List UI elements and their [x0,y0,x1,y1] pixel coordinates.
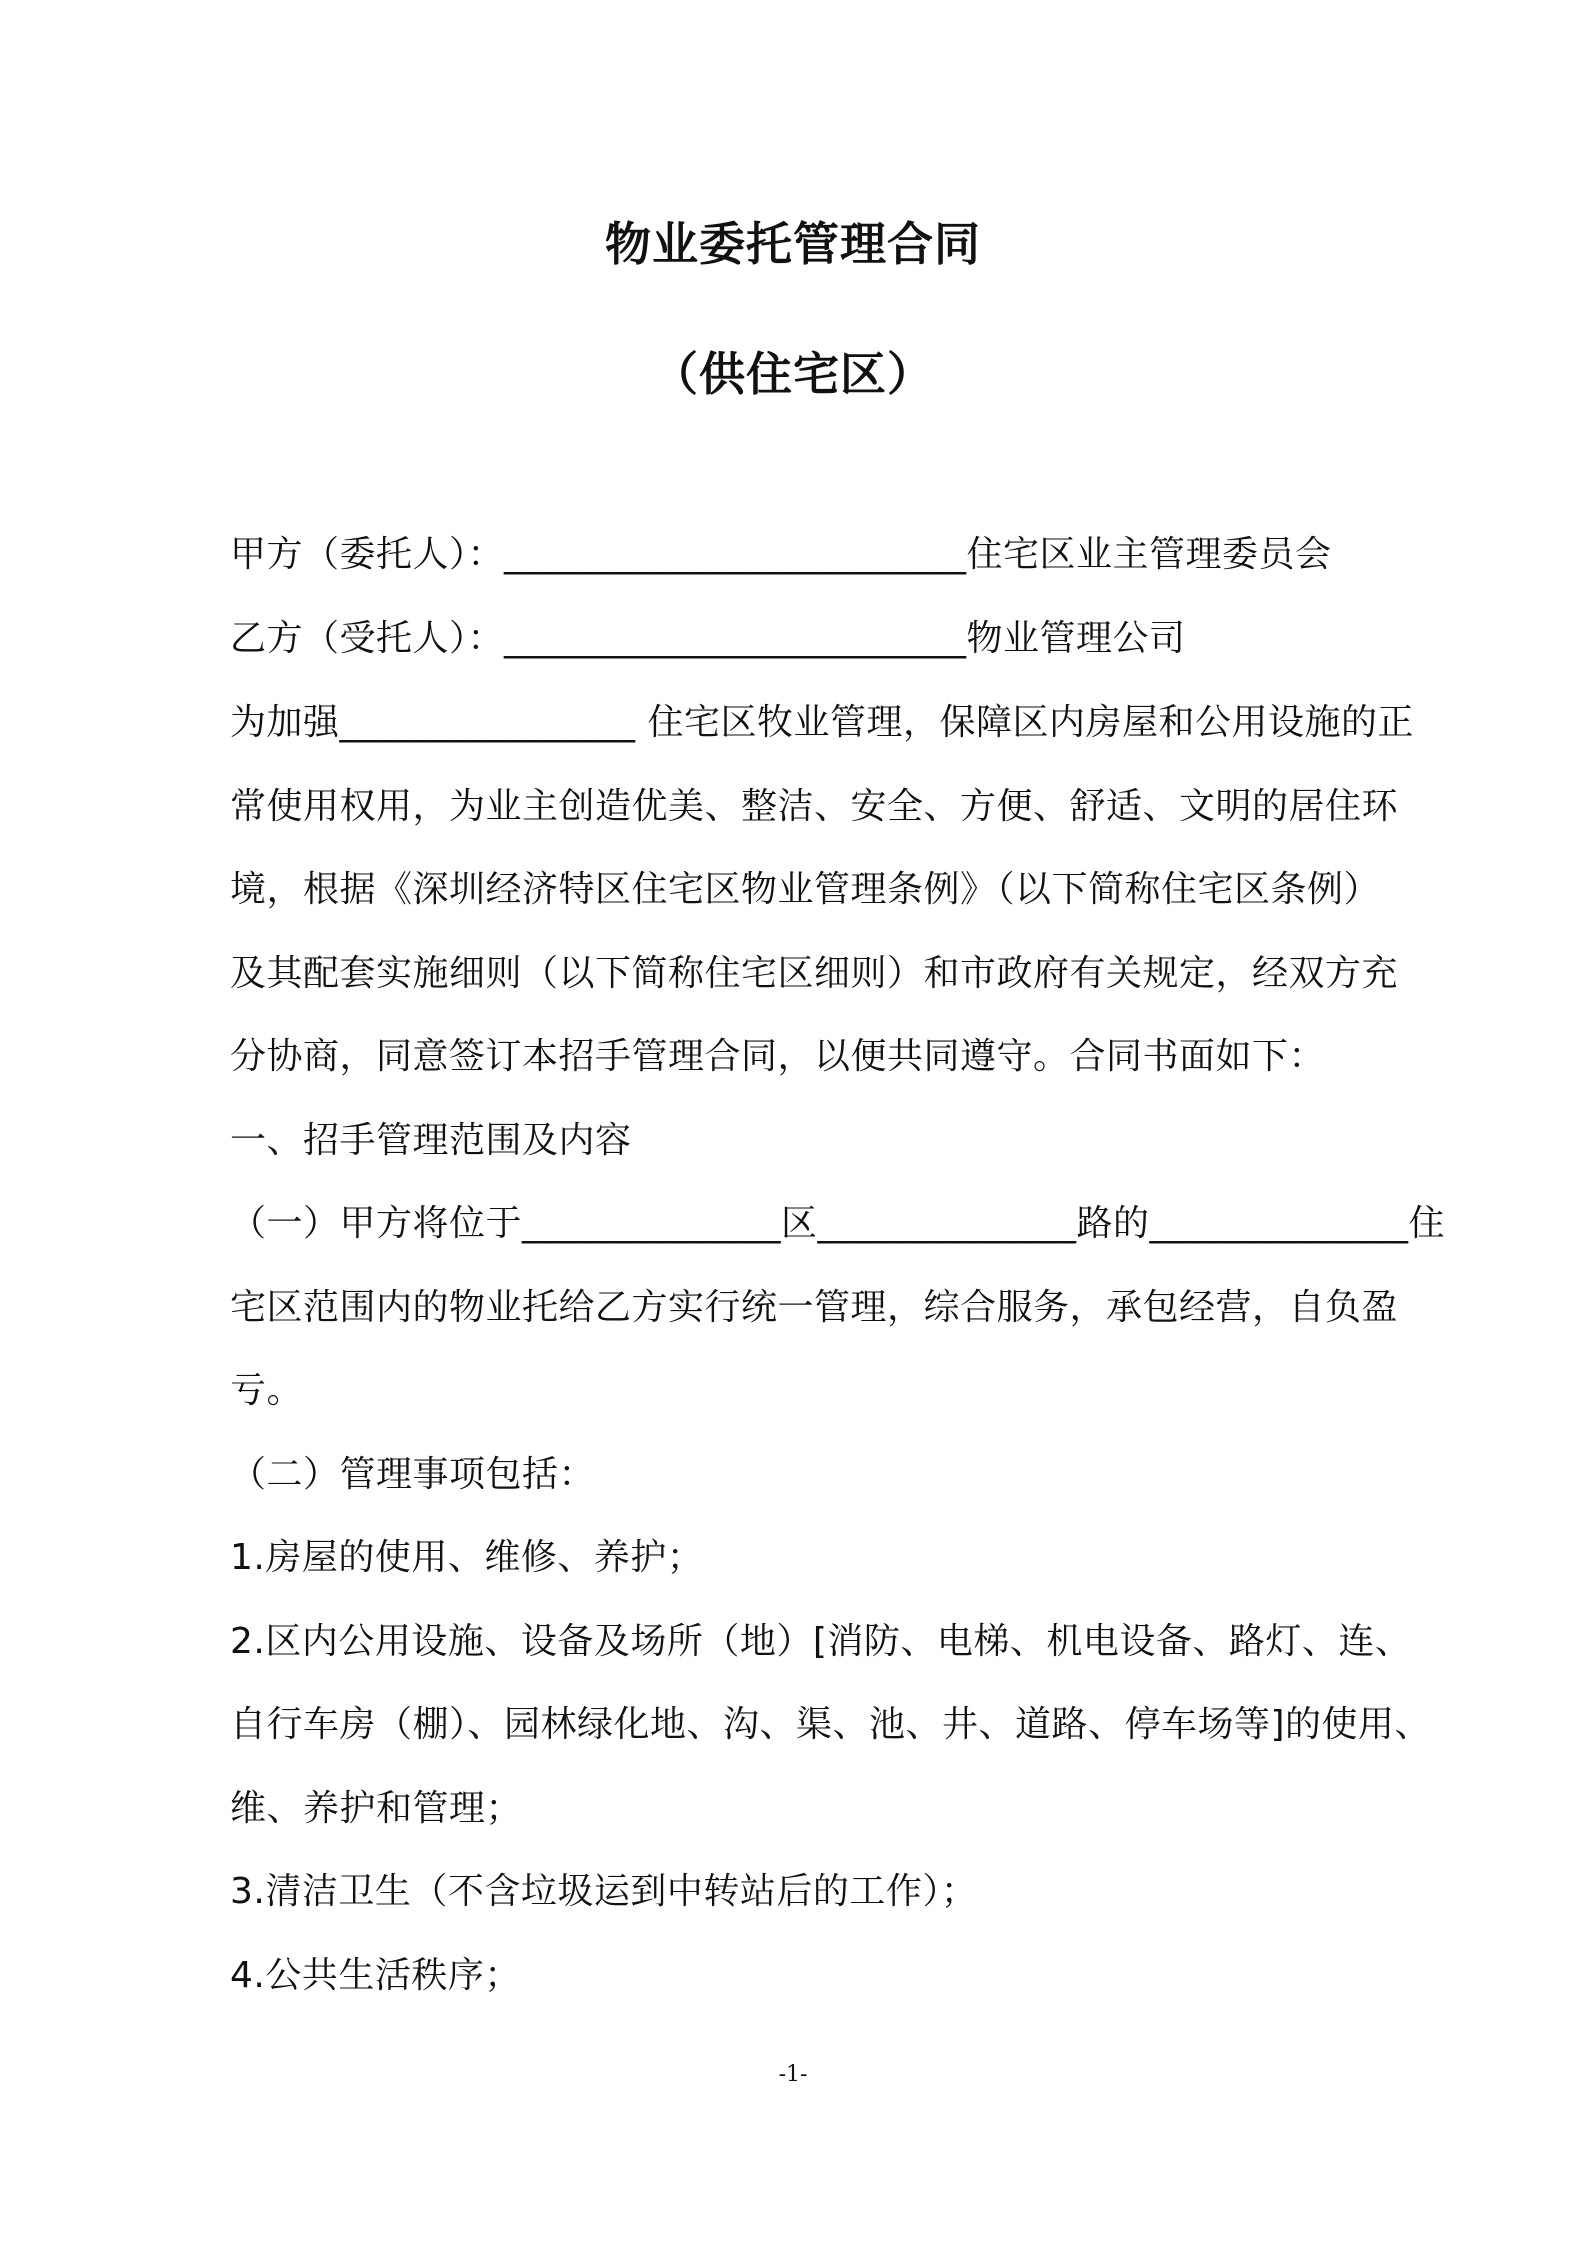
preamble-line-3: 境，根据《深圳经济特区住宅区物业管理条例》（以下简称住宅区条例） [230,869,1381,910]
preamble-line-5: 分协商，同意签订本招手管理合同，以便共同遵守。合同书面如下： [230,1036,1326,1077]
item-2-line-3: 维、养护和管理； [230,1788,523,1829]
clause-1-1-line-1: （一）甲方将位于______________区______________路的______________住 [230,1203,1446,1244]
preamble-line-2: 常使用权用，为业主创造优美、整洁、安全、方便、舒适、文明的居住环 [230,786,1399,827]
document-subtitle: （供住宅区） [652,347,934,401]
item-1: 1.房屋的使用、维修、养护； [230,1537,704,1578]
preamble-line-1: 为加强________________ 住宅区牧业管理，保障区内房屋和公用设施的正 [230,702,1414,743]
item-2-line-1: 2.区内公用设施、设备及场所（地）[消防、电梯、机电设备、路灯、连、 [230,1621,1412,1662]
item-2-line-2: 自行车房（棚）、园林绿化地、沟、渠、池、井、道路、停车场等]的使用、 [230,1704,1432,1745]
section-1-heading: 一、招手管理范围及内容 [230,1120,632,1161]
party-a-line: 甲方（委托人）：_________________________住宅区业主管理委员会 [230,534,1332,575]
item-4: 4.公共生活秩序； [230,1955,521,1996]
item-3: 3.清洁卫生（不含垃圾运到中转站后的工作）； [230,1871,978,1912]
clause-1-2-heading: （二）管理事项包括： [230,1454,596,1495]
party-b-line: 乙方（受托人）：_________________________物业管理公司 [230,618,1186,659]
clause-1-1-line-3: 亏。 [230,1370,304,1411]
clause-1-1-line-2: 宅区范围内的物业托给乙方实行统一管理，综合服务，承包经营，自负盈 [230,1287,1399,1328]
page-number: -1- [778,2062,808,2087]
document-title: 物业委托管理合同 [605,217,981,271]
preamble-line-4: 及其配套实施细则（以下简称住宅区细则）和市政府有关规定，经双方充 [230,953,1399,994]
